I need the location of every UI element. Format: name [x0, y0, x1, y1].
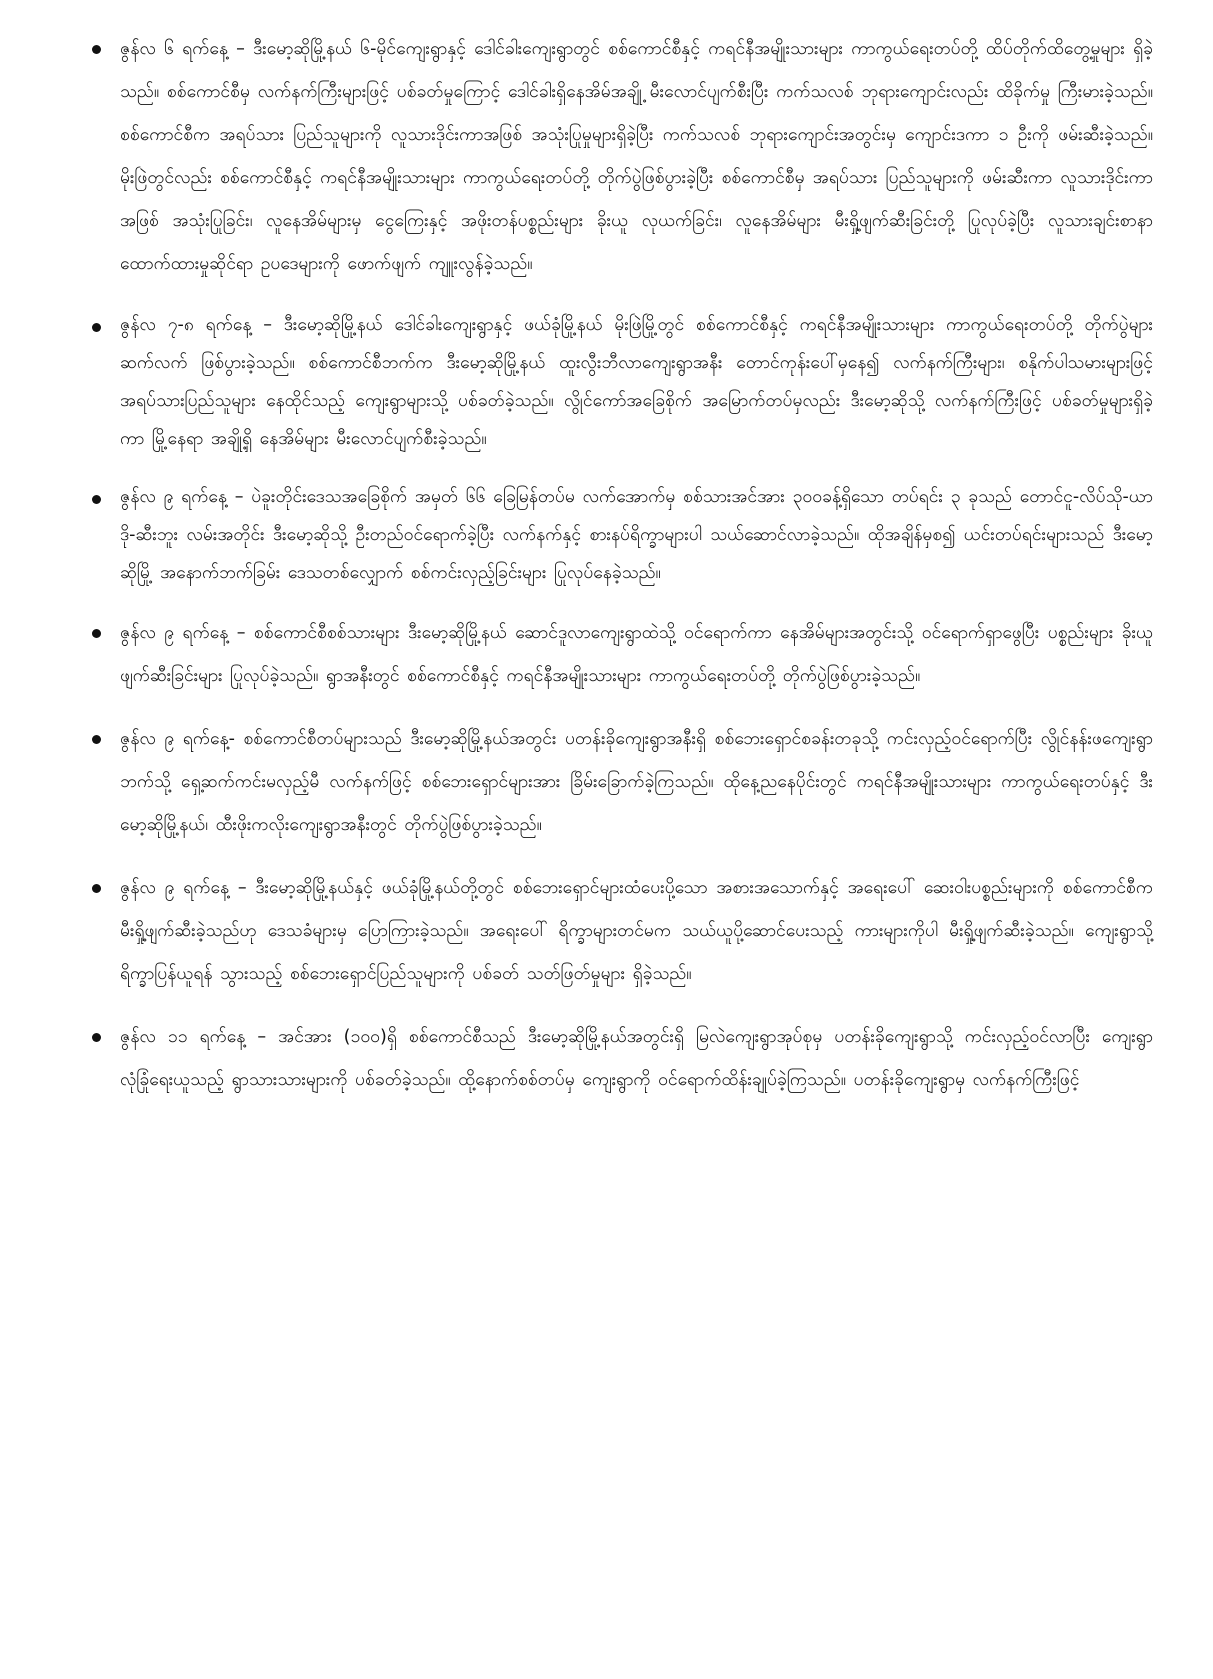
- bullet-text: ဇွန်လ ၉ ရက်နေ့- စစ်ကောင်စီတပ်များသည် ဒီးမော့ဆိုမြို့နယ်အတွင်း ပတန်းခိုကျေးရွာအနီးရှိ စစ်ဘေးရှောင်စခန်းတခုသို့ ကင်းလှည့်ဝင်ရောက်ပြီး လွိုင်နန်းဖကျေးရွာဘက်သို့ ရှေ့ဆက်ကင်းမလှည့်မီ လက်နက်ဖြင့် စစ်ဘေးရှောင်များအား ခြိမ်းခြောက်ခဲ့ကြသည်။ ထိုနေ့ညနေပိုင်းတွင် ကရင်နီအမျိုးသားများ ကာကွယ်ရေးတပ်နှင့် ဒီးမော့ဆိုမြို့နယ်၊ ထီးဖိုးကလိုးကျေးရွာအနီးတွင် တိုက်ပွဲဖြစ်ပွားခဲ့သည်။: [120, 729, 1153, 835]
- bullet-list: [70, 28, 1153, 1102]
- list-item: [70, 1016, 1153, 1102]
- bullet-text: ဇွန်လ ၉ ရက်နေ့ – ပဲခူးတိုင်းဒေသအခြေစိုက် အမှတ် ၆၆ ခြေမြန်တပ်မ လက်အောက်မှ စစ်သားအင်အား ၃၀၀ခန့်ရှိသော တပ်ရင်း ၃ ခုသည် တောင်ငူ-လိပ်သို-ယာဒို-ဆီးဘူး လမ်းအတိုင်း ဒီးမော့ဆိုသို့ ဦးတည်ဝင်ရောက်ခဲ့ပြီး လက်နက်နှင့် စားနပ်ရိက္ခာများပါ သယ်ဆောင်လာခဲ့သည်။ ထိုအချိန်မှစ၍ ယင်းတပ်ရင်းများသည် ဒီးမော့ဆိုမြို့ အနောက်ဘက်ခြမ်း ဒေသတစ်လျှောက် စစ်ကင်းလှည့်ခြင်းများ ပြုလုပ်နေခဲ့သည်။: [120, 487, 1153, 583]
- list-item: [70, 478, 1153, 592]
- bullet-icon: [92, 495, 101, 504]
- list-item: [70, 612, 1153, 698]
- bullet-icon: [92, 323, 101, 332]
- bullet-text: ဇွန်လ ၉ ရက်နေ့ – ဒီးမော့ဆိုမြို့နယ်နှင့် ဖယ်ခုံမြို့နယ်တို့တွင် စစ်ဘေးရှောင်များထံပေးပို့သော အစားအသောက်နှင့် အရေးပေါ် ဆေးဝါးပစ္စည်းများကို စစ်ကောင်စီက မီးရှို့ဖျက်ဆီးခဲ့သည်ဟု ဒေသခံများမှ ပြောကြားခဲ့သည်။ အရေးပေါ် ရိက္ခာများတင်မက သယ်ယူပို့ဆောင်ပေးသည့် ကားများကိုပါ မီးရှို့ဖျက်ဆီးခဲ့သည်။ ကျေးရွာသို့ ရိက္ခာပြန်ယူရန် သွားသည့် စစ်ဘေးရှောင်ပြည်သူများကို ပစ်ခတ် သတ်ဖြတ်မှုများ ရှိခဲ့သည်။: [120, 878, 1153, 984]
- bullet-text: ဇွန်လ ၆ ရက်နေ့ – ဒီးမော့ဆိုမြို့နယ် ၆-မိုင်ကျေးရွာနှင့် ဒေါင်ခါးကျေးရွာတွင် စစ်ကောင်စီနှင့် ကရင်နီအမျိုးသားများ ကာကွယ်ရေးတပ်တို့ ထိပ်တိုက်ထိတွေ့မှုများ ရှိခဲ့သည်။ စစ်ကောင်စီမှ လက်နက်ကြီးများဖြင့် ပစ်ခတ်မှုကြောင့် ဒေါင်ခါးရှိနေအိမ်အချို့ မီးလောင်ပျက်စီးပြီး ကက်သလစ် ဘုရားကျောင်းလည်း ထိခိုက်မှု ကြီးမားခဲ့သည်။ စစ်ကောင်စီက အရပ်သား ပြည်သူများကို လူသားဒိုင်းကာအဖြစ် အသုံးပြုမှုများရှိခဲ့ပြီး ကက်သလစ် ဘုရားကျောင်းအတွင်းမှ ကျောင်းဒကာ ၁ ဦးကို ဖမ်းဆီးခဲ့သည်။ မိုးဖြဲတွင်လည်း စစ်ကောင်စီနှင့် ကရင်နီအမျိုးသားများ ကာကွယ်ရေးတပ်တို့ တိုက်ပွဲဖြစ်ပွားခဲ့ပြီး စစ်ကောင်စီမှ အရပ်သား ပြည်သူများကို ဖမ်းဆီးကာ လူသားဒိုင်းကာအဖြစ် အသုံးပြုခြင်း၊ လူနေအိမ်များမှ ငွေကြေးနှင့် အဖိုးတန်ပစ္စည်းများ ခိုးယူ လုယက်ခြင်း၊ လူနေအိမ်များ မီးရှို့ဖျက်ဆီးခြင်းတို့ ပြုလုပ်ခဲ့ပြီး လူသားချင်းစာနာထောက်ထားမှုဆိုင်ရာ ဥပဒေများကို ဖောက်ဖျက် ကျူးလွန်ခဲ့သည်။: [120, 39, 1153, 274]
- bullet-icon: [92, 629, 101, 638]
- bullet-icon: [92, 735, 101, 744]
- list-item: [70, 306, 1153, 458]
- list-item: [70, 867, 1153, 996]
- bullet-icon: [92, 1033, 101, 1042]
- list-item: [70, 28, 1153, 286]
- bullet-text: ဇွန်လ ၉ ရက်နေ့ – စစ်ကောင်စီစစ်သားများ ဒီးမော့ဆိုမြို့နယ် ဆောင်ဒူလာကျေးရွာထဲသို့ ဝင်ရောက်ကာ နေအိမ်များအတွင်းသို့ ဝင်ရောက်ရှာဖွေပြီး ပစ္စည်းများ ခိုးယူဖျက်ဆီးခြင်းများ ပြုလုပ်ခဲ့သည်။ ရွာအနီးတွင် စစ်ကောင်စီနှင့် ကရင်နီအမျိုးသားများ ကာကွယ်ရေးတပ်တို့ တိုက်ပွဲဖြစ်ပွားခဲ့သည်။: [120, 623, 1153, 686]
- bullet-icon: [92, 884, 101, 893]
- bullet-text: ဇွန်လ ၇-၈ ရက်နေ့ – ဒီးမော့ဆိုမြို့နယ် ဒေါင်ခါးကျေးရွာနှင့် ဖယ်ခုံမြို့နယ် မိုးဖြဲမြို့တွင် စစ်ကောင်စီနှင့် ကရင်နီအမျိုးသားများ ကာကွယ်ရေးတပ်တို့ တိုက်ပွဲများ ဆက်လက် ဖြစ်ပွားခဲ့သည်။ စစ်ကောင်စီဘက်က ဒီးမော့ဆိုမြို့နယ် ထူးလွီးဘီလာကျေးရွာအနီး တောင်ကုန်းပေါ်မှနေ၍ လက်နက်ကြီးများ၊ စနိုက်ပါသမားများဖြင့် အရပ်သားပြည်သူများ နေထိုင်သည့် ကျေးရွာများသို့ ပစ်ခတ်ခဲ့သည်။ လွိုင်ကော်အခြေစိုက် အမြောက်တပ်မှလည်း ဒီးမော့ဆိုသို့ လက်နက်ကြီးဖြင့် ပစ်ခတ်မှုများရှိခဲ့ကာ မြို့နေရာ အချို့ရှိ နေအိမ်များ မီးလောင်ပျက်စီးခဲ့သည်။: [120, 315, 1153, 449]
- bullet-text: ဇွန်လ ၁၁ ရက်နေ့ – အင်အား (၁၀၀)ရှိ စစ်ကောင်စီသည် ဒီးမော့ဆိုမြို့နယ်အတွင်းရှိ မြလဲကျေးရွာအုပ်စုမှ ပတန်းခိုကျေးရွာသို့ ကင်းလှည့်ဝင်လာပြီး ကျေးရွာလုံခြုံရေးယူသည့် ရွာသားသားများကို ပစ်ခတ်ခဲ့သည်။ ထို့နောက်စစ်တပ်မှ ကျေးရွာကို ဝင်ရောက်ထိန်းချုပ်ခဲ့ကြသည်။ ပတန်းခိုကျေးရွာမှ လက်နက်ကြီးဖြင့်: [120, 1027, 1153, 1090]
- bullet-icon: [92, 45, 101, 54]
- list-item: [70, 718, 1153, 847]
